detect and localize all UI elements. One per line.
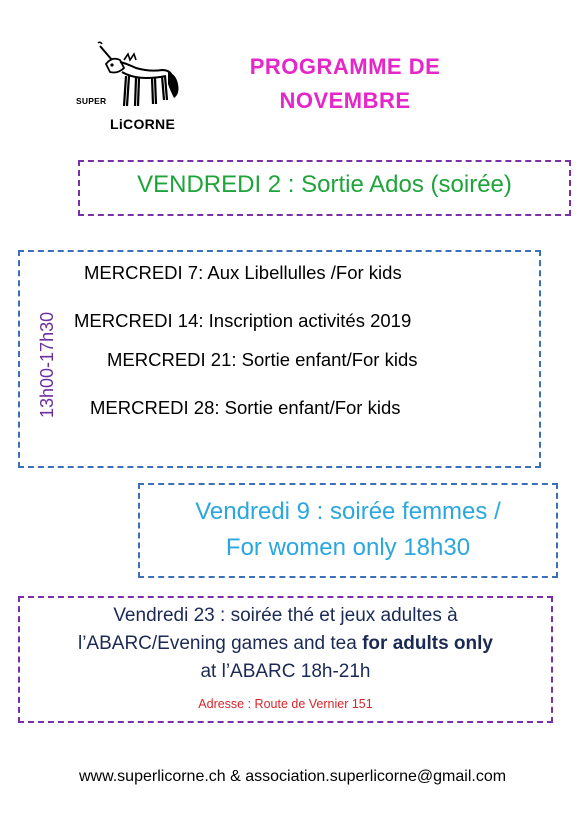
event-vendredi-9-line-2: For women only 18h30 xyxy=(225,534,471,561)
event-vendredi-23-line-1: Vendredi 23 : soirée thé et jeux adultes à xyxy=(113,605,458,626)
page-title xyxy=(205,50,485,118)
event-vendredi-9-line-1: Vendredi 9 : soirée femmes / xyxy=(195,498,501,525)
logo-super-text: SUPER xyxy=(76,96,107,106)
event-address: Adresse : Route de Vernier 151 xyxy=(198,697,373,711)
event-vendredi-23-line-2 xyxy=(18,630,553,658)
title-line-2: NOVEMBRE xyxy=(279,88,411,113)
wednesday-event-item: MERCREDI 14: Inscription activités 2019 xyxy=(74,310,412,331)
super-licorne-logo xyxy=(70,38,180,136)
footer-contact: www.superlicorne.ch & association.superlicorne@gmail.com xyxy=(78,768,507,785)
event-vendredi-23-text xyxy=(18,602,553,686)
event-vendredi-2-text: VENDREDI 2 : Sortie Ados (soirée) xyxy=(137,171,512,198)
wednesday-hours-label: 13h00-17h30 xyxy=(37,311,57,418)
adults-only-emphasis: for adults only xyxy=(362,633,493,654)
event-vendredi-9-text xyxy=(138,494,558,566)
title-line-1: PROGRAMME DE xyxy=(249,54,441,79)
wednesday-event-item: MERCREDI 21: Sortie enfant/For kids xyxy=(107,349,418,370)
wednesday-event-item: MERCREDI 7: Aux Libellulles /For kids xyxy=(84,262,402,283)
event-vendredi-23-line-3: at l’ABARC 18h-21h xyxy=(200,661,371,682)
logo-licorne-text: LiCORNE xyxy=(110,116,176,132)
unicorn-drawing-icon xyxy=(94,38,180,116)
event-vendredi-23-line-2-text: l’ABARC/Evening games and tea xyxy=(77,633,363,654)
wednesday-event-item: MERCREDI 28: Sortie enfant/For kids xyxy=(90,397,401,418)
